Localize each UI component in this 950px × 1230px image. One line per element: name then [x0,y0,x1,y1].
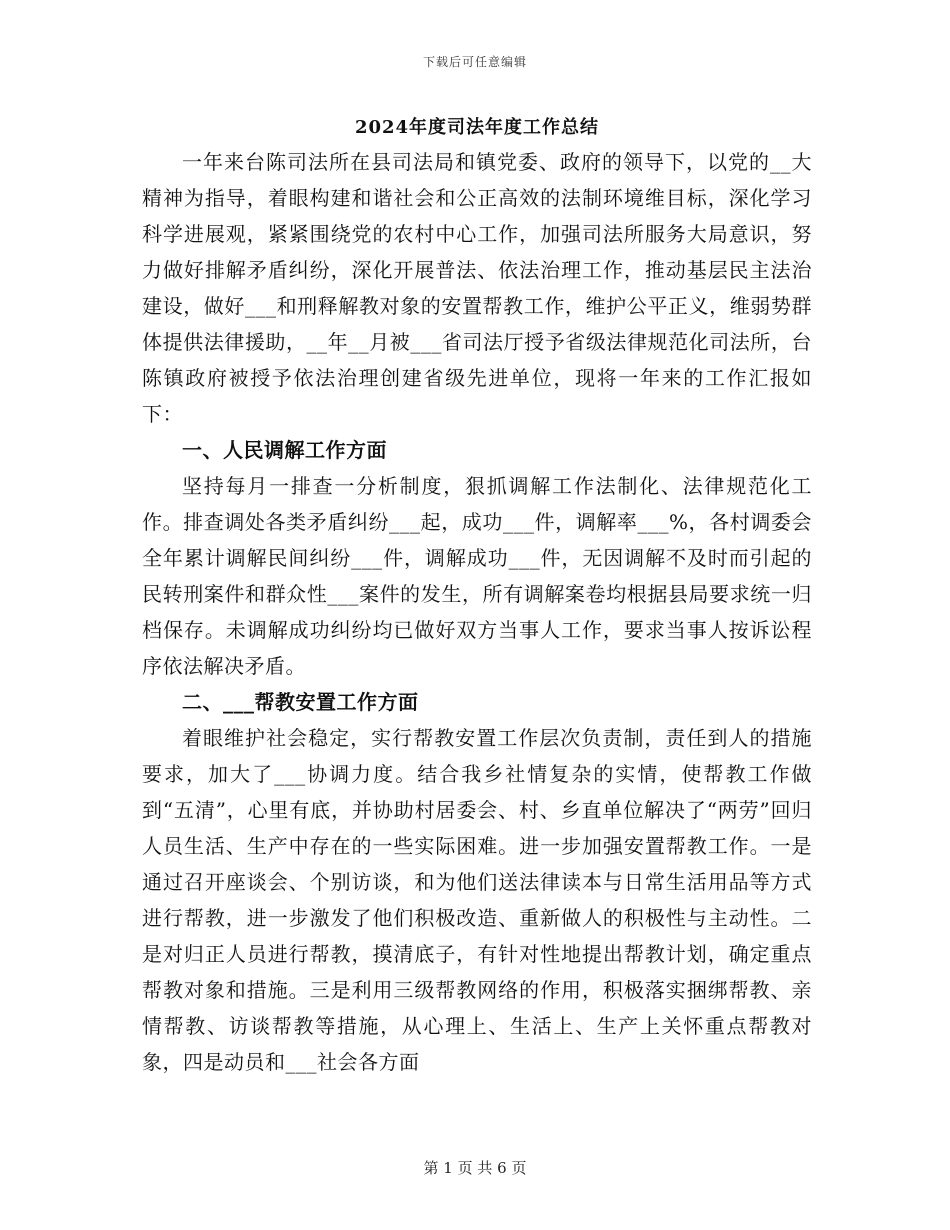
page-header-note: 下载后可任意编辑 [422,55,527,69]
document-title: 2024年度司法年度工作总结 [354,117,600,138]
section-body-mediation: 坚持每月一排查一分析制度，狠抓调解工作法制化、法律规范化工作。排查调处各类矛盾纠纷___起，成功___件，调解率___%，各村调委会全年累计调解民间纠纷___件，调解成功___件，无因调解不及时而引起的民转刑案件和群众性___案件的发生，所有调解案卷均根据县局要求统一归档保存。未调解成功纠纷均已做好双方当事人工作，要求当事人按诉讼程序依法解决矛盾。 [142,474,812,678]
document-body [142,112,812,1080]
section-heading-resettlement: 二、___帮教安置工作方面 [182,690,419,714]
page-number: 第 1 页 共 6 页 [423,1159,527,1177]
intro-paragraph: 一年来台陈司法所在县司法局和镇党委、政府的领导下，以党的__大精神为指导，着眼构建和谐社会和公正高效的法制环境维目标，深化学习科学进展观，紧紧围绕党的农村中心工作，加强司法所服务大局意识，努力做好排解矛盾纠纷，深化开展普法、依法治理工作，推动基层民主法治建设，做好___和刑释解教对象的安置帮教工作，维护公平正义，维弱势群体提供法律援助，__年__月被___省司法厅授予省级法律规范化司法所，台陈镇政府被授予依法治理创建省级先进单位，现将一年来的工作汇报如下： [142,150,812,426]
section-heading-mediation: 一、人民调解工作方面 [182,438,387,462]
section-body-resettlement: 着眼维护社会稳定，实行帮教安置工作层次负责制，责任到人的措施要求，加大了___协调力度。结合我乡社情复杂的实情，使帮教工作做到“五清”，心里有底，并协助村居委会、村、乡直单位解决了“两劳”回归人员生活、生产中存在的一些实际困难。进一步加强安置帮教工作。一是通过召开座谈会、个别访谈，和为他们送法律读本与日常生活用品等方式进行帮教，进一步激发了他们积极改造、重新做人的积极性与主动性。二是对归正人员进行帮教，摸清底子，有针对性地提出帮教计划，确定重点帮教对象和措施。三是利用三级帮教网络的作用，积极落实捆绑帮教、亲情帮教、访谈帮教等措施，从心理上、生活上、生产上关怀重点帮教对象，四是动员和___社会各方面 [142,726,812,1074]
